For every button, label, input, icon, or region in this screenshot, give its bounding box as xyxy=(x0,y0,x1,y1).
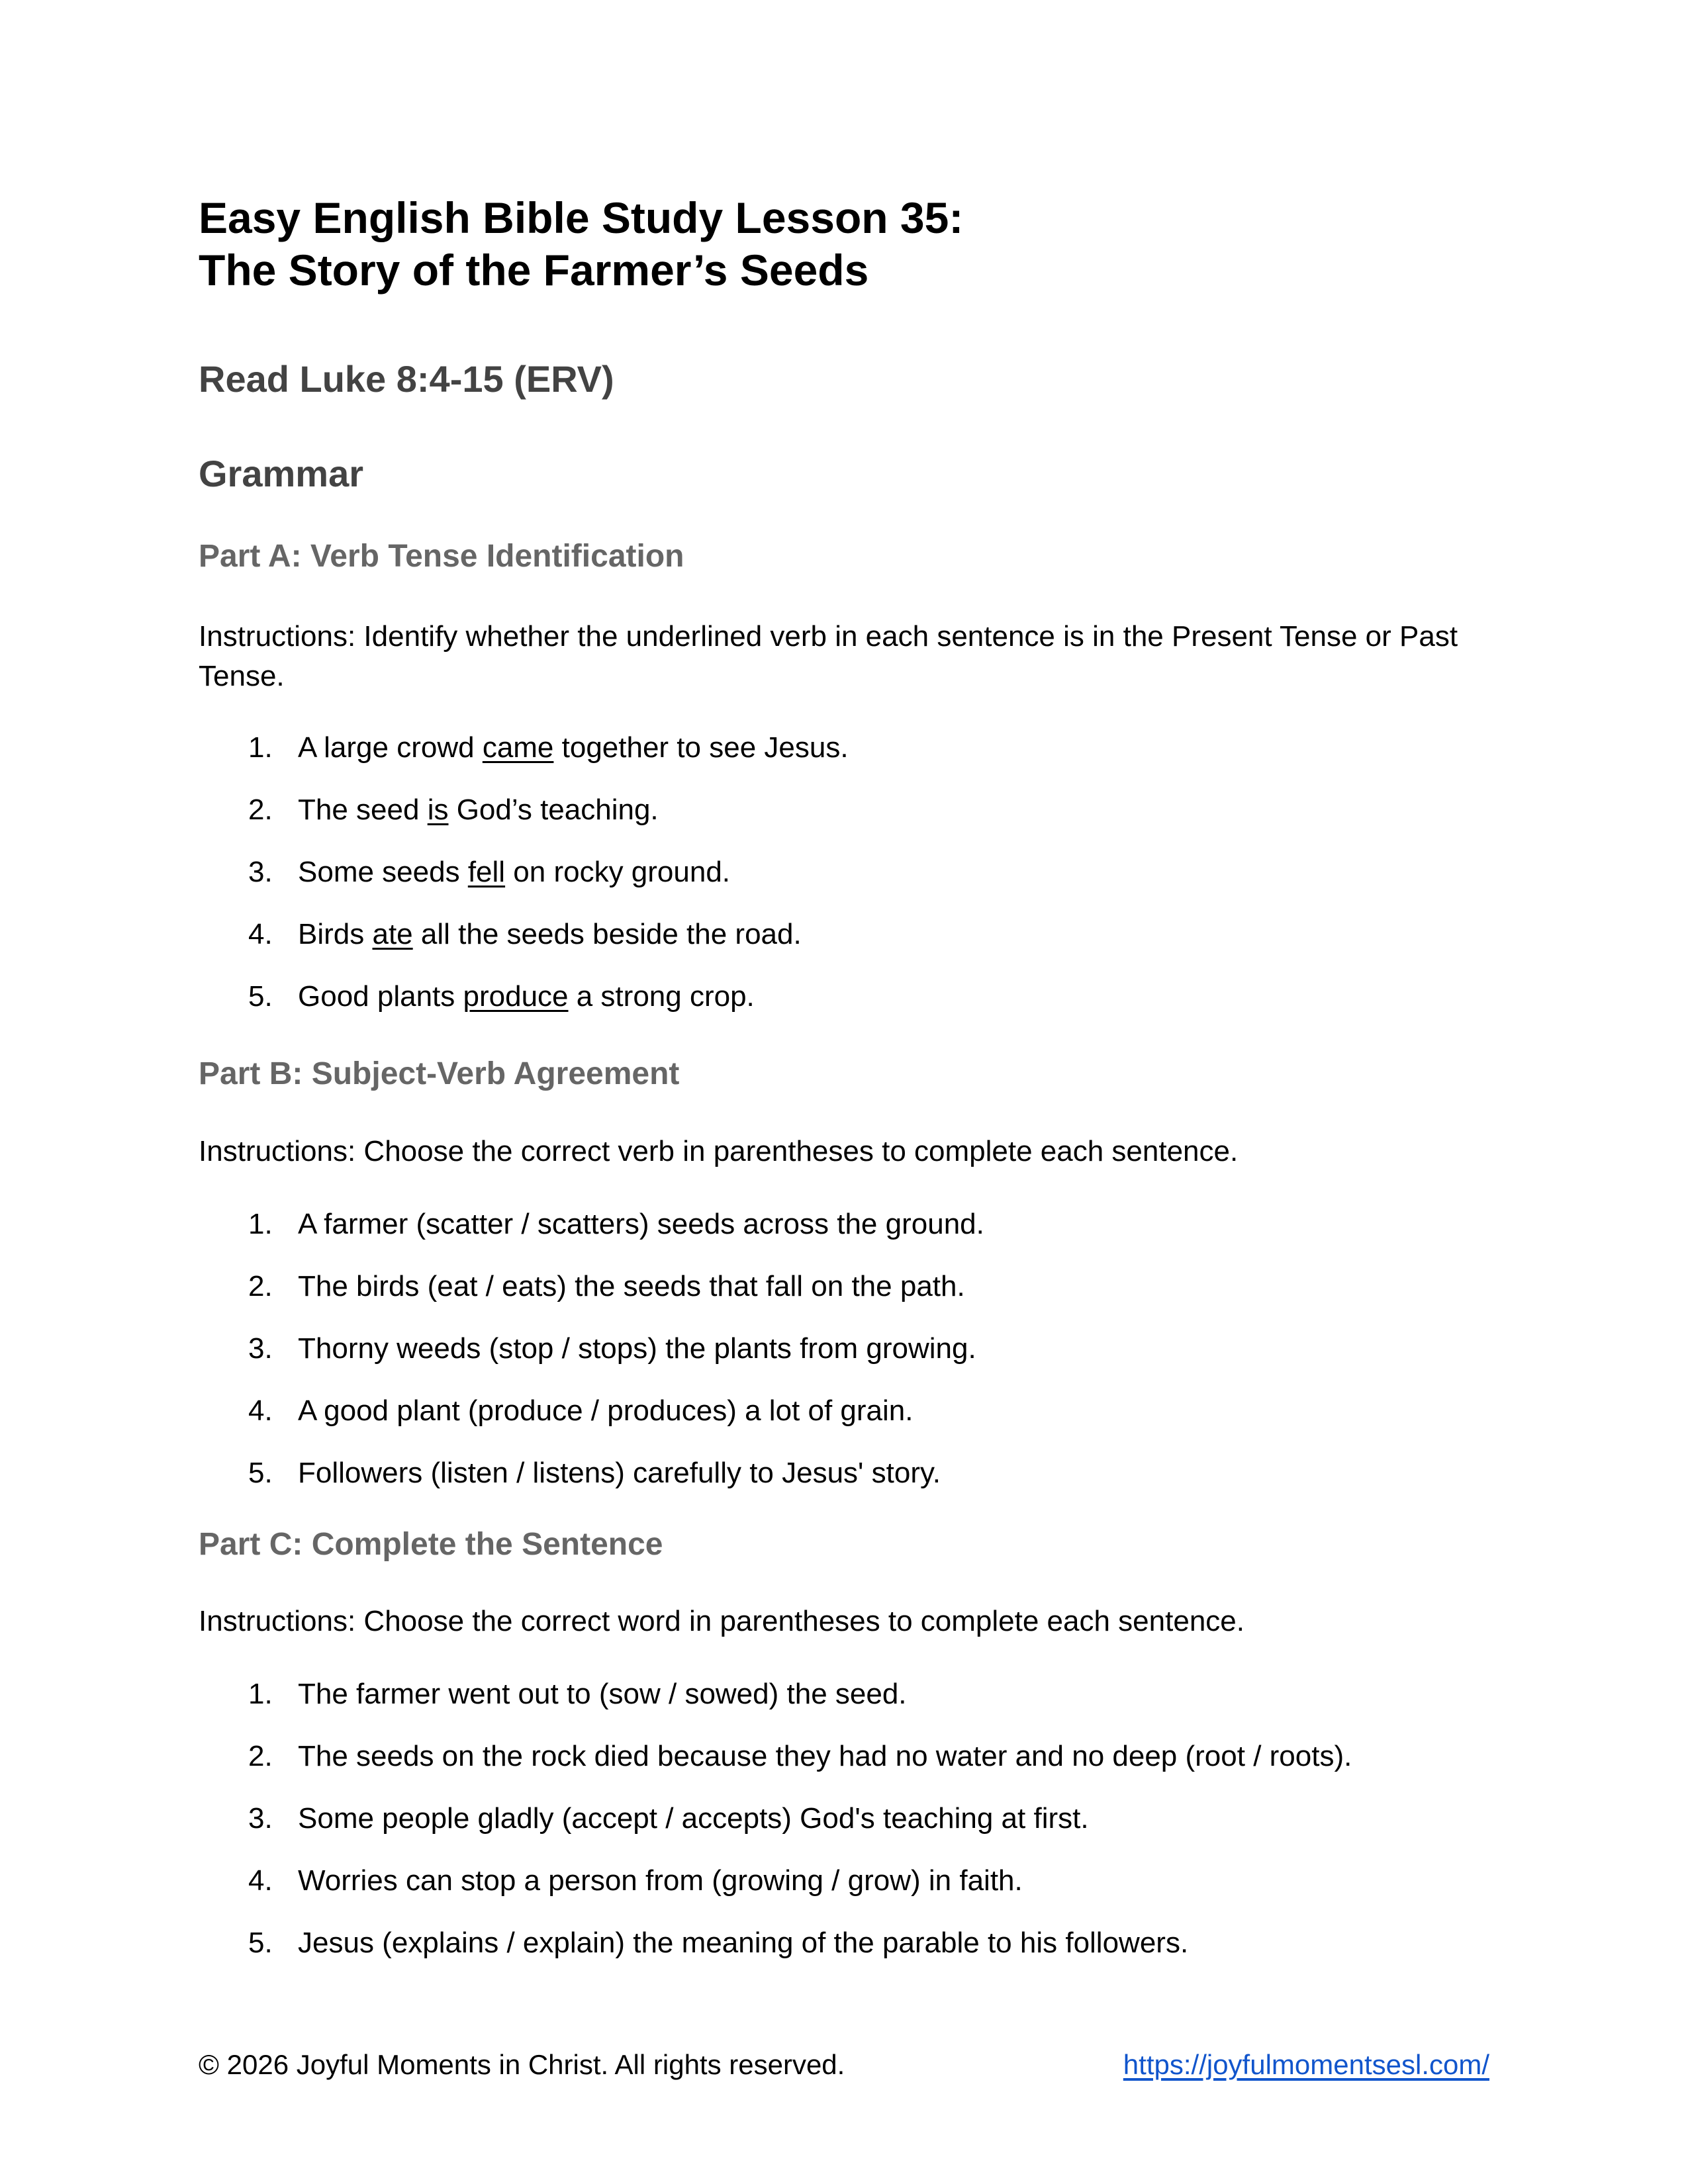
title-line-2: The Story of the Farmer’s Seeds xyxy=(199,246,869,295)
item-number: 3. xyxy=(248,1802,273,1835)
item-number: 1. xyxy=(248,1678,273,1710)
item-text: A large crowd came together to see Jesus. xyxy=(298,731,849,764)
underlined-verb: produce xyxy=(463,980,569,1013)
reading-heading: Read Luke 8:4-15 (ERV) xyxy=(199,358,614,400)
part-a-instructions: Instructions: Identify whether the underlined verb in each sentence is in the Present Tense or Past Tense. xyxy=(199,620,1458,692)
item-text: The seeds on the rock died because they had no water and no deep (root / roots). xyxy=(298,1740,1352,1772)
underlined-verb: came xyxy=(482,731,554,764)
part-b-instructions: Instructions: Choose the correct verb in parentheses to complete each sentence. xyxy=(199,1135,1239,1167)
item-number: 4. xyxy=(248,918,273,950)
underlined-verb: fell xyxy=(467,856,506,888)
item-number: 5. xyxy=(248,980,273,1013)
grammar-heading: Grammar xyxy=(199,453,364,494)
item-text: Followers (listen / listens) carefully to Jesus' story. xyxy=(298,1457,941,1489)
item-text: Jesus (explains / explain) the meaning of the parable to his followers. xyxy=(298,1927,1189,1959)
item-text: Some seeds fell on rocky ground. xyxy=(298,856,731,888)
item-text: Worries can stop a person from (growing / grow) in faith. xyxy=(298,1864,1023,1897)
item-number: 2. xyxy=(248,1740,273,1772)
underlined-verb: is xyxy=(427,794,449,826)
item-number: 4. xyxy=(248,1864,273,1897)
item-text: The farmer went out to (sow / sowed) the seed. xyxy=(298,1678,907,1710)
item-number: 2. xyxy=(248,794,273,826)
item-number: 2. xyxy=(248,1270,273,1302)
underlined-verb: ate xyxy=(372,918,413,950)
item-number: 3. xyxy=(248,1332,273,1365)
part-c-heading: Part C: Complete the Sentence xyxy=(199,1527,663,1562)
title-line-1: Easy English Bible Study Lesson 35: xyxy=(199,193,964,242)
website-link[interactable]: https://joyfulmomentsesl.com/ xyxy=(1123,2049,1489,2080)
item-text: Good plants produce a strong crop. xyxy=(298,980,755,1013)
item-number: 4. xyxy=(248,1394,273,1427)
part-b-heading: Part B: Subject-Verb Agreement xyxy=(199,1056,680,1091)
item-number: 1. xyxy=(248,1208,273,1240)
item-number: 5. xyxy=(248,1927,273,1959)
item-number: 3. xyxy=(248,856,273,888)
item-text: The birds (eat / eats) the seeds that fall on the path. xyxy=(298,1270,965,1302)
part-a-heading: Part A: Verb Tense Identification xyxy=(199,539,684,574)
copyright-notice: © 2026 Joyful Moments in Christ. All rights reserved. xyxy=(199,2049,845,2080)
item-text: A farmer (scatter / scatters) seeds across the ground. xyxy=(298,1208,984,1240)
item-text: A good plant (produce / produces) a lot of grain. xyxy=(298,1394,914,1427)
page-title xyxy=(199,192,963,296)
item-text: Some people gladly (accept / accepts) God's teaching at first. xyxy=(298,1802,1089,1835)
item-text: The seed is God’s teaching. xyxy=(298,794,659,826)
item-number: 5. xyxy=(248,1457,273,1489)
part-c-instructions: Instructions: Choose the correct word in parentheses to complete each sentence. xyxy=(199,1605,1244,1637)
item-text: Thorny weeds (stop / stops) the plants from growing. xyxy=(298,1332,976,1365)
item-number: 1. xyxy=(248,731,273,764)
page-footer xyxy=(199,2045,1489,2085)
item-text: Birds ate all the seeds beside the road. xyxy=(298,918,802,950)
